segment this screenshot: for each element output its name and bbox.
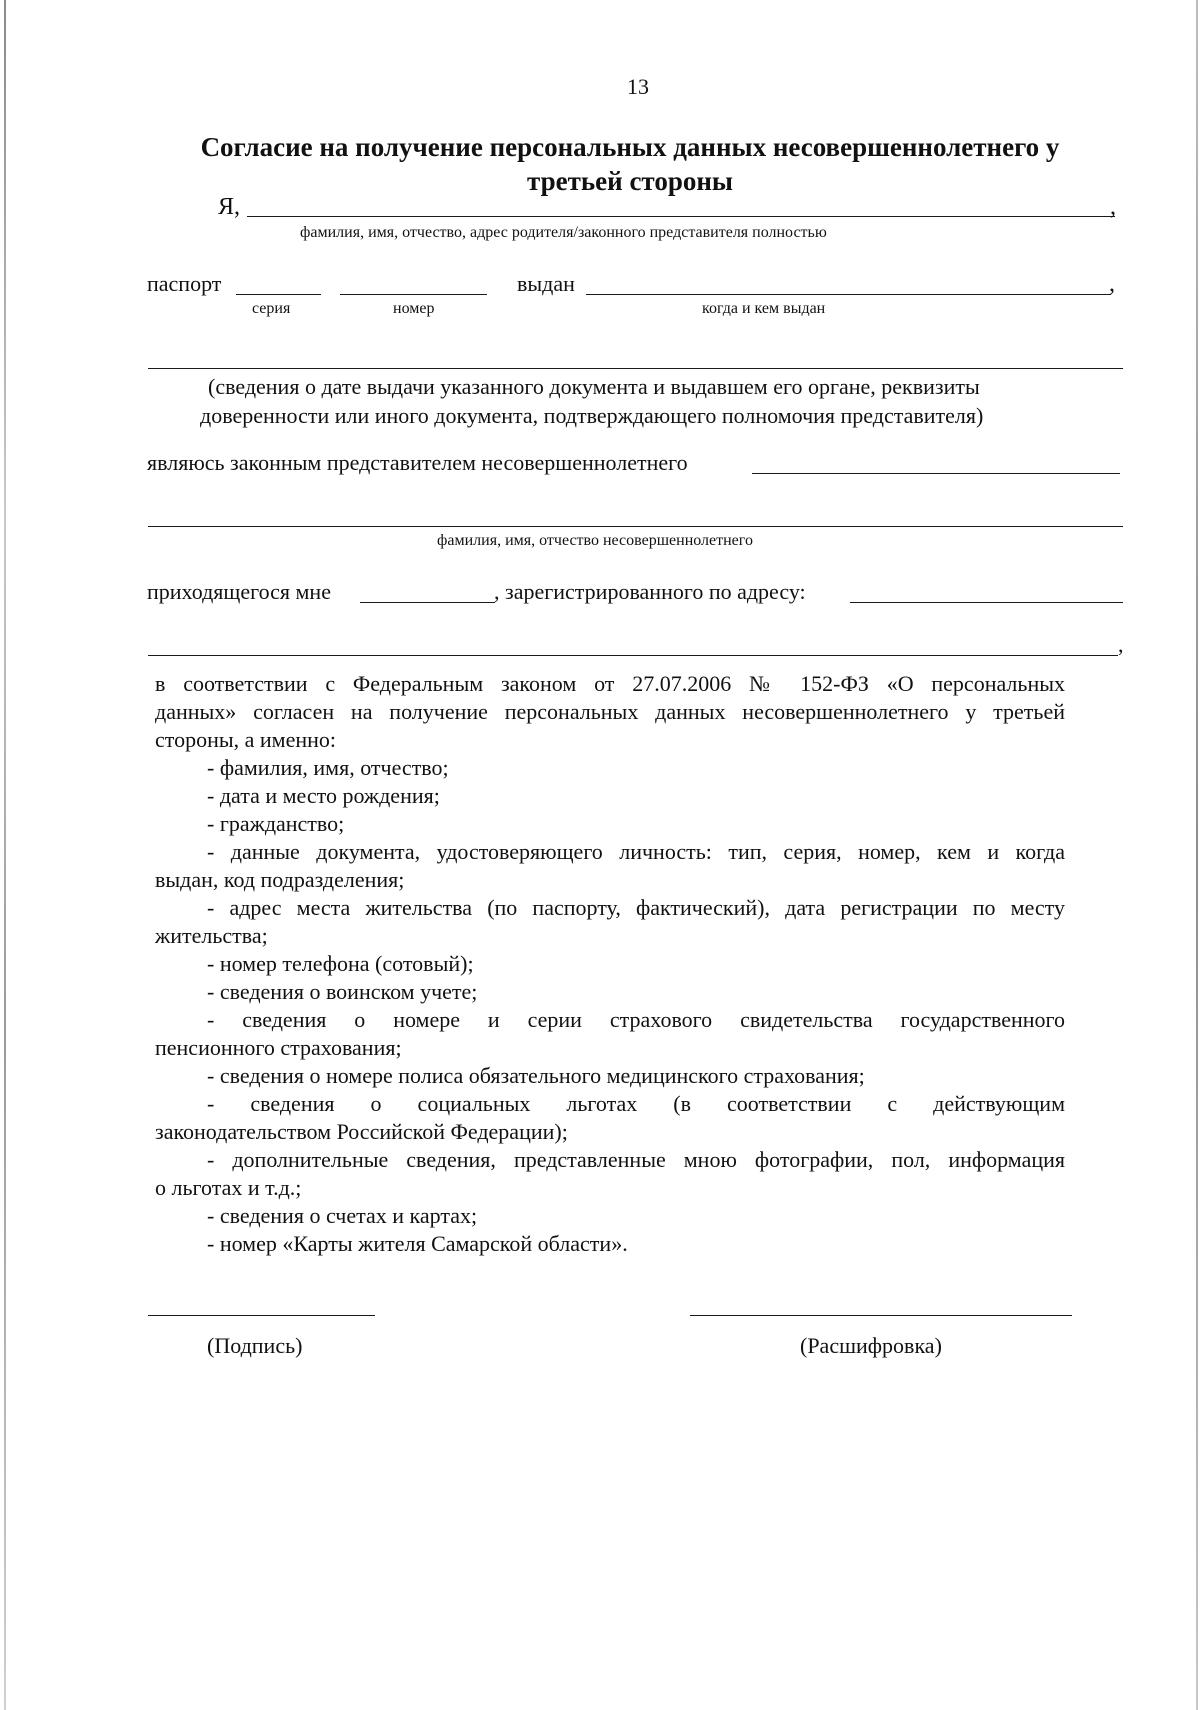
- body-paragraph-line-3: стороны, а именно:: [155, 727, 337, 752]
- label-ya: Я,: [218, 194, 241, 220]
- passport-series-line[interactable]: [236, 294, 321, 295]
- label-relation: приходящегося мне: [147, 579, 331, 604]
- parent-name-line[interactable]: [247, 216, 1115, 217]
- document-details-line[interactable]: [148, 368, 1123, 369]
- list-item: - адрес места жительства (по паспорту, фактический), дата регистрации по месту: [207, 895, 1065, 920]
- doc-note-line-1: (сведения о дате выдачи указанного документа и выдавшем его органе, реквизиты: [208, 374, 980, 399]
- list-item: - гражданство;: [207, 811, 345, 836]
- list-item: - дополнительные сведения, представленные мною фотографии, пол, информация: [207, 1147, 1065, 1172]
- relation-line[interactable]: [360, 602, 495, 603]
- decode-label: (Расшифровка): [800, 1333, 942, 1358]
- title-line-1: Согласие на получение персональных данных несовершеннолетнего у: [200, 132, 1060, 162]
- title-line-2: третьей стороны: [527, 166, 733, 196]
- list-item: - сведения о номере полиса обязательного медицинского страхования;: [207, 1063, 865, 1088]
- list-item: - сведения о социальных льготах (в соответствии с действующим: [207, 1091, 1065, 1116]
- list-item-cont: выдан, код подразделения;: [155, 867, 405, 892]
- minor-line-2[interactable]: [148, 526, 1123, 527]
- label-registered: , зарегистрированного по адресу:: [494, 579, 806, 604]
- caption-series: серия: [252, 300, 291, 317]
- list-item: - фамилия, имя, отчество;: [207, 755, 449, 780]
- page-number: 13: [627, 74, 649, 99]
- list-item: - данные документа, удостоверяющего личность: тип, серия, номер, кем и когда: [207, 839, 1065, 864]
- issued-by-line[interactable]: [586, 294, 1111, 295]
- signature-line[interactable]: [148, 1315, 375, 1316]
- list-item: - номер телефона (сотовый);: [207, 951, 474, 976]
- address-line-1[interactable]: [850, 602, 1123, 603]
- caption-minor: фамилия, имя, отчество несовершеннолетнего: [437, 532, 753, 549]
- list-item: - сведения о счетах и картах;: [207, 1203, 478, 1228]
- address-line-2[interactable]: [148, 655, 1118, 656]
- comma-2: ,: [1109, 271, 1115, 297]
- list-item: - сведения о номере и серии страхового свидетельства государственного: [207, 1007, 1065, 1032]
- label-issued: выдан: [517, 271, 575, 296]
- list-item-cont: о льготах и т.д.;: [155, 1175, 302, 1200]
- caption-parent: фамилия, имя, отчество, адрес родителя/законного представителя полностью: [300, 224, 827, 241]
- doc-note-line-2: доверенности или иного документа, подтверждающего полномочия представителя): [200, 403, 984, 428]
- label-passport: паспорт: [147, 271, 222, 296]
- decode-line[interactable]: [690, 1315, 1072, 1316]
- signature-label: (Подпись): [207, 1333, 303, 1358]
- minor-line-1[interactable]: [752, 473, 1120, 474]
- scan-edge-right: [1196, 0, 1198, 1710]
- label-legal-rep: являюсь законным представителем несовершеннолетнего: [147, 450, 688, 475]
- comma-3: ,: [1118, 632, 1124, 657]
- list-item: - дата и место рождения;: [207, 783, 440, 808]
- list-item-cont: жительства;: [155, 923, 268, 948]
- scan-edge-left: [4, 0, 6, 1710]
- list-item: - сведения о воинском учете;: [207, 979, 478, 1004]
- body-paragraph-line-1: в соответствии с Федеральным законом от 27.07.2006 № 152-ФЗ «О персональных: [155, 671, 1065, 696]
- list-item-cont: пенсионного страхования;: [155, 1035, 402, 1060]
- caption-number: номер: [393, 300, 435, 317]
- comma-1: ,: [1110, 194, 1116, 220]
- list-item: - номер «Карты жителя Самарской области».: [207, 1231, 628, 1256]
- body-paragraph-line-2: данных» согласен на получение персональных данных несовершеннолетнего у третьей: [155, 699, 1065, 724]
- caption-when: когда и кем выдан: [702, 300, 826, 317]
- list-item-cont: законодательством Российской Федерации);: [155, 1119, 568, 1144]
- passport-number-line[interactable]: [340, 294, 487, 295]
